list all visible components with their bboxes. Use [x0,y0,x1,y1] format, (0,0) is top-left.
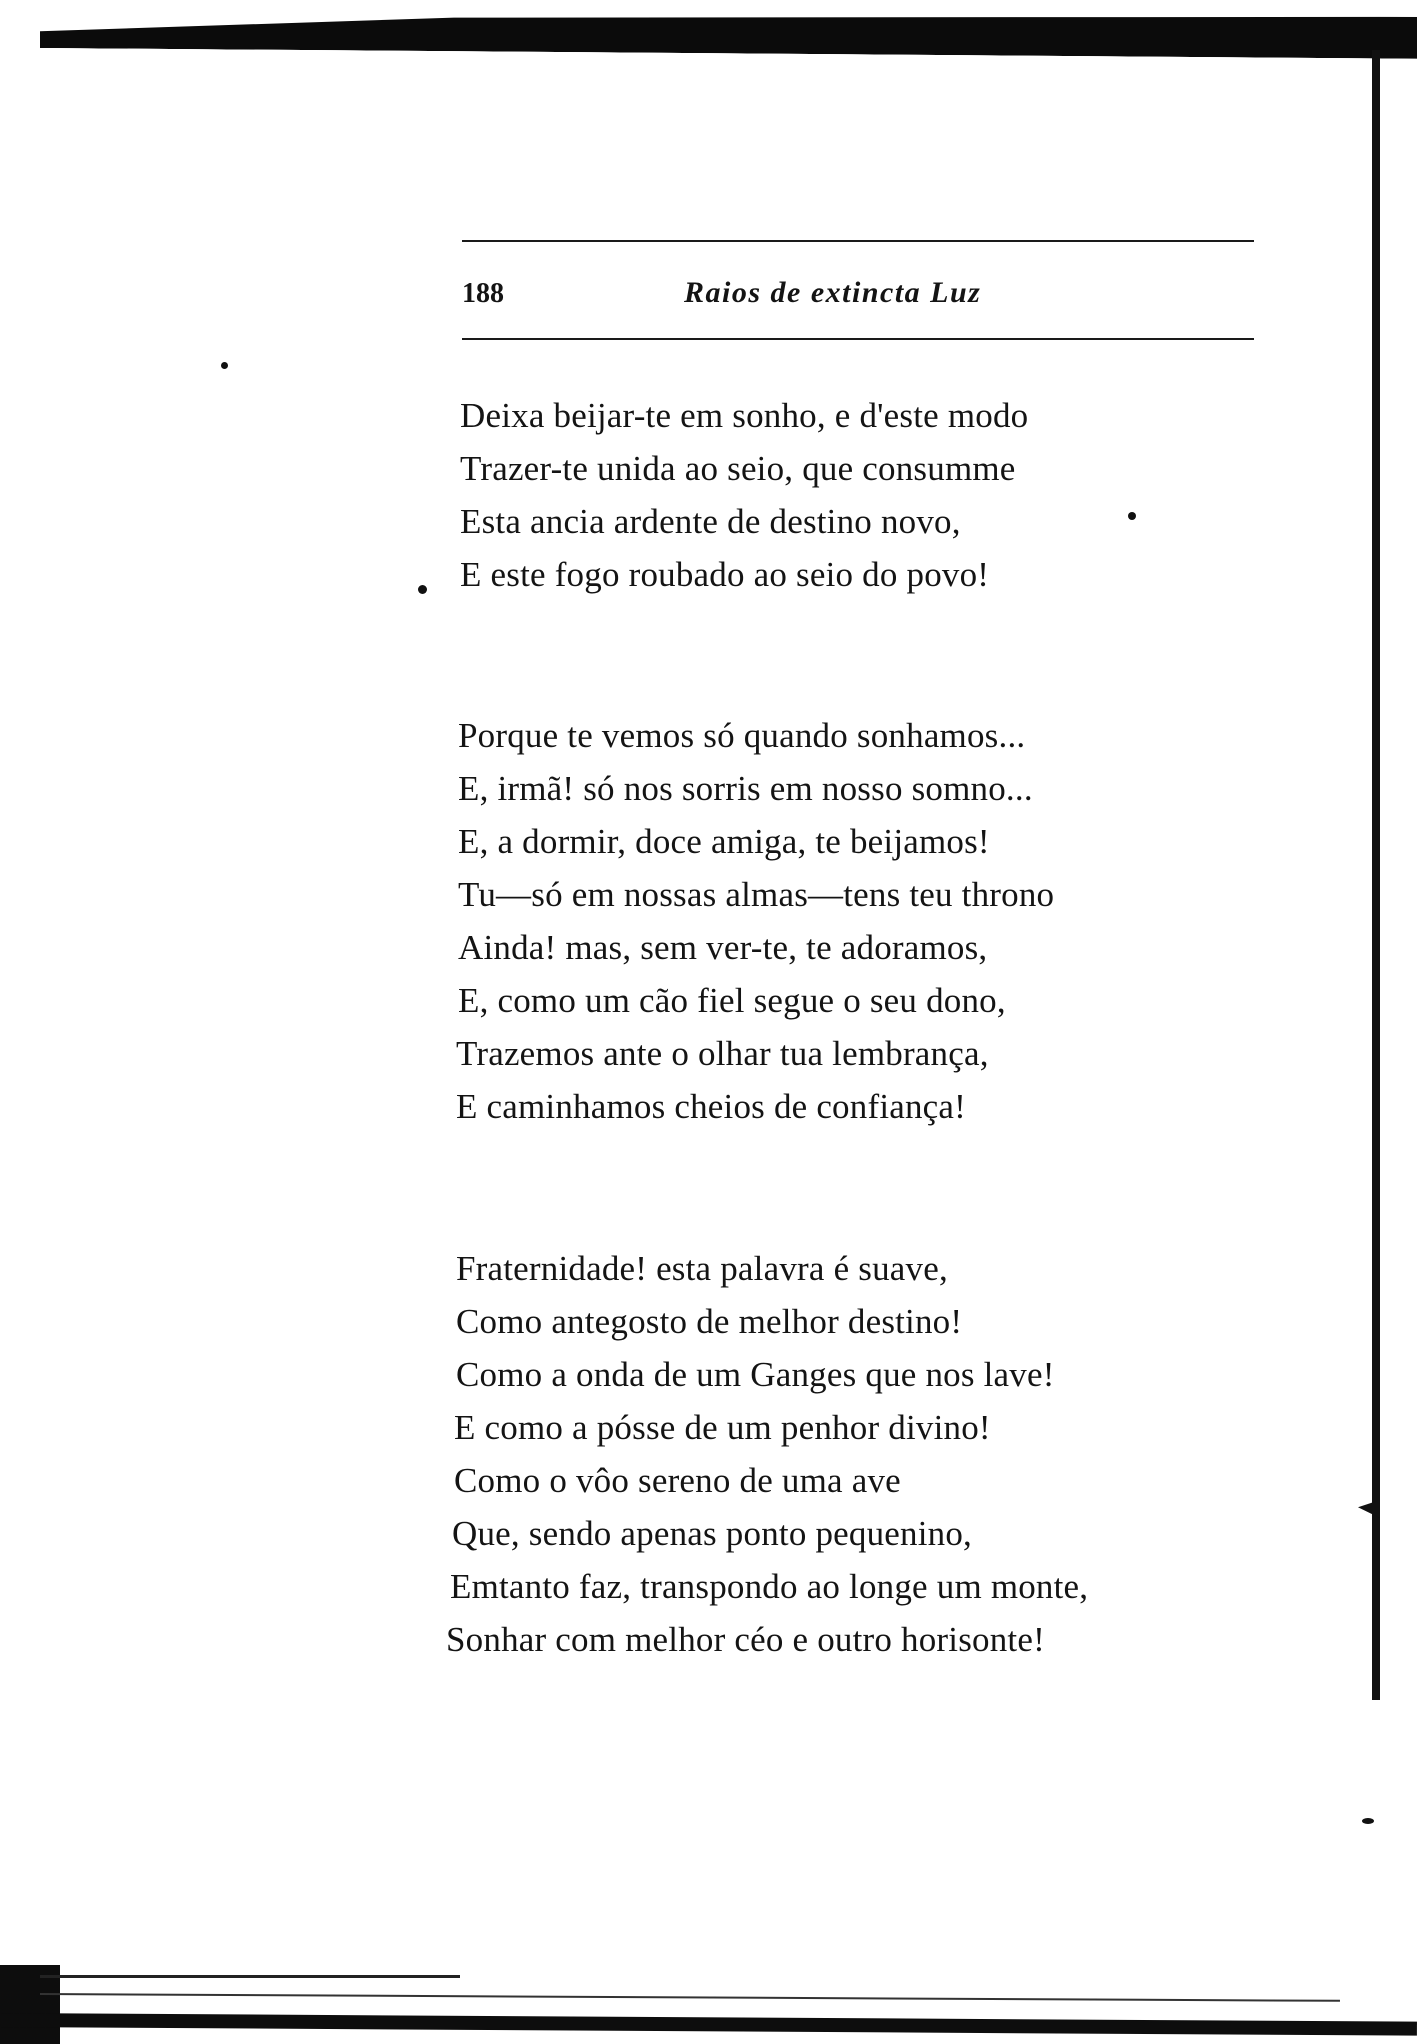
ink-speck [418,585,427,594]
verse-line: Fraternidade! esta palavra é suave, [456,1249,948,1288]
verse-line: Trazemos ante o olhar tua lembrança, [456,1034,989,1073]
verse-line: Esta ancia ardente de destino novo, [460,502,961,541]
verse-line: E, como um cão fiel segue o seu dono, [458,981,1006,1020]
scan-edge-bottom [0,1965,1417,2044]
verse-line: Que, sendo apenas ponto pequenino, [452,1514,973,1553]
ink-speck [1128,512,1136,520]
verse-line: Sonhar com melhor céo e outro horisonte! [446,1620,1045,1659]
verse-line: Como o vôo sereno de uma ave [454,1461,901,1500]
verse-line: Porque te vemos só quando sonhamos... [458,716,1026,755]
scan-edge-right [1372,50,1380,1700]
scan-line [40,1975,460,1978]
header-top-rule [462,240,1254,242]
verse-line: Emtanto faz, transpondo ao longe um monte, [450,1567,1089,1606]
verse-line: E, irmã! só nos sorris em nosso somno... [458,769,1033,808]
verse-line: E caminhamos cheios de confiança! [456,1087,966,1126]
running-head [462,270,1254,314]
scan-edge-top [40,6,1417,59]
verse-line: Trazer-te unida ao seio, que consumme [460,449,1016,488]
verse-line: E como a pósse de um penhor divino! [454,1408,991,1447]
verse-line: Deixa beijar-te em sonho, e d'este modo [460,396,1029,435]
verse-line: E, a dormir, doce amiga, te beijamos! [458,822,990,861]
verse-line: Como antegosto de melhor destino! [456,1302,963,1341]
book-title: Raios de extincta Luz [684,276,982,309]
header-bottom-rule [462,338,1254,340]
page-number: 188 [462,278,504,309]
ink-speck [221,362,228,369]
verse-line: E este fogo roubado ao seio do povo! [460,555,990,594]
verse-line: Tu—só em nossas almas—tens teu throno [458,875,1055,914]
scan-line [40,1993,1340,2002]
verse-line: Ainda! mas, sem ver-te, te adoramos, [458,928,988,967]
scan-bottom-bar [0,2013,1417,2036]
verse-line: Como a onda de um Ganges que nos lave! [456,1355,1055,1394]
ink-speck [1362,1818,1374,1824]
scan-mark-right [1358,1500,1380,1518]
